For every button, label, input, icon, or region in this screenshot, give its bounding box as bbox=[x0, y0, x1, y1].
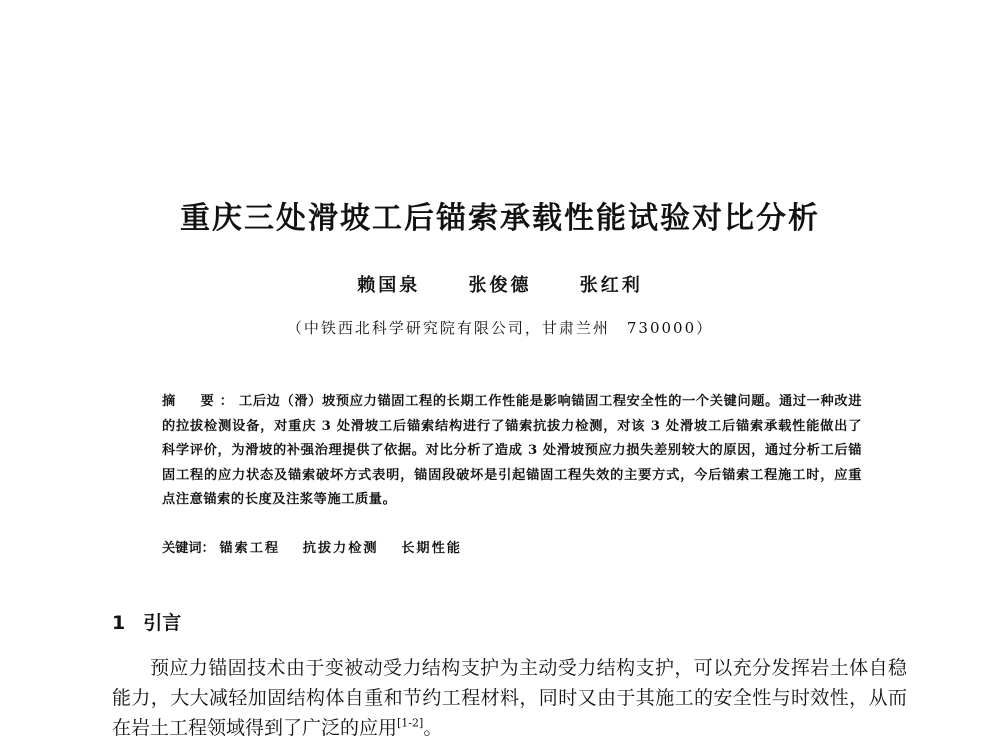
keyword: 长期性能 bbox=[401, 541, 462, 556]
abstract bbox=[162, 390, 862, 513]
keywords bbox=[162, 537, 862, 556]
author-list bbox=[0, 271, 1000, 297]
paragraph: 预应力锚固技术由于变被动受力结构支护为主动受力结构支护，可以充分发挥岩土体自稳能力，大大减轻加固结构体自重和节约工程材料，同时又由于其施工的安全性与时效性，从而在岩土工程领域得到了广泛的应用[1-2]。 bbox=[112, 657, 907, 739]
body-text bbox=[112, 653, 907, 743]
abstract-label: 摘 要： bbox=[162, 394, 239, 409]
section-title: 引言 bbox=[143, 612, 182, 634]
keywords-label: 关键词： bbox=[162, 541, 215, 556]
author-name: 张俊德 bbox=[468, 275, 532, 296]
author-name: 张红利 bbox=[579, 275, 643, 296]
section-heading bbox=[112, 608, 181, 635]
section-number: 1 bbox=[112, 612, 126, 634]
keyword: 锚索工程 bbox=[219, 541, 281, 556]
paper-title: 重庆三处滑坡工后锚索承载性能试验对比分析 bbox=[180, 201, 820, 236]
keyword: 抗拔力检测 bbox=[302, 541, 379, 556]
affiliation: （中铁西北科学研究院有限公司，甘肃兰州 730000） bbox=[286, 319, 714, 337]
paragraph-text: 预应力锚固技术由于变被动受力结构支护为主动受力结构支护，可以充分发挥岩土体自稳能力，大大减轻加固结构体自重和节约工程材料，同时又由于其施工的安全性与时效性，从而在岩土工程领域得到了广泛的应用 bbox=[112, 657, 907, 739]
author-name: 赖国泉 bbox=[357, 275, 421, 296]
abstract-text: 工后边（滑）坡预应力锚固工程的长期工作性能是影响锚固工程安全性的一个关键问题。通过一种改进的拉拔检测设备，对重庆 3 处滑坡工后锚索结构进行了锚索抗拔力检测，对该 3 处滑坡工后锚索承载性能做出了科学评价，为滑坡的补强治理提供了依据。对比分析了造成 3 处滑坡预应力损失差别较大的原因，通过分析工后锚固工程的应力状态及锚索破坏方式表明，锚固段破坏是引起锚固工程失效的主要方式，今后锚索工程施工时，应重点注意锚索的长度及注浆等施工质量。 bbox=[162, 394, 862, 507]
citation[interactable]: [1-2] bbox=[397, 716, 424, 730]
